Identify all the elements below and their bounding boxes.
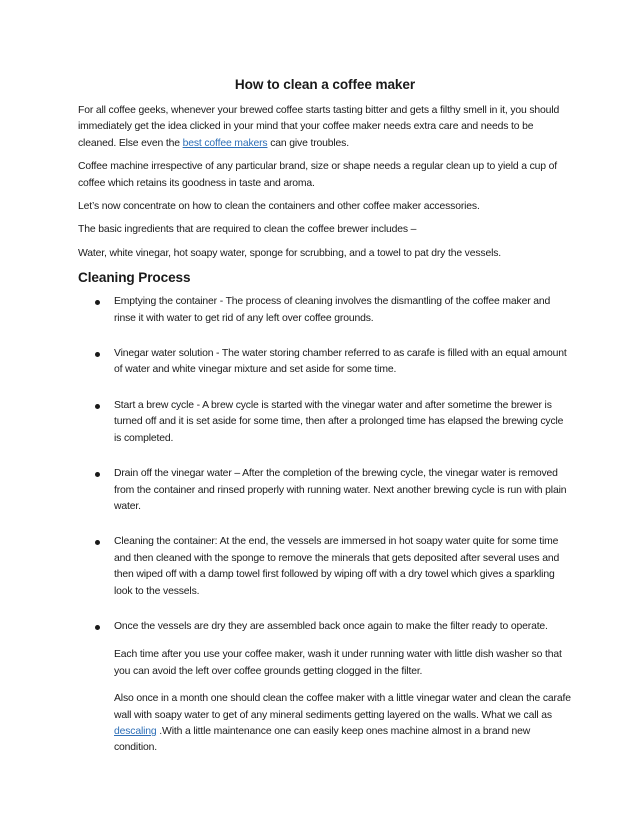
list-item (78, 294, 572, 327)
closing-text-2b: .With a little maintenance one can easily keep ones machine almost in a brand new condition. (114, 725, 531, 754)
intro-text-1b: can give troubles. (267, 137, 349, 149)
bullet-icon (95, 352, 100, 357)
best-coffee-makers-link[interactable]: best coffee makers (182, 137, 268, 149)
list-item (78, 619, 572, 635)
bullet-icon (95, 625, 100, 630)
cleaning-steps-list (78, 294, 572, 635)
intro-paragraph-4: The basic ingredients that are required to clean the coffee brewer includes – (78, 224, 417, 236)
intro-paragraph-2: Coffee machine irrespective of any particular brand, size or shape needs a regular clean up to yield a cup of coffee which retains its goodness in taste and aroma. (78, 161, 558, 189)
page-title: How to clean a coffee maker (234, 77, 416, 92)
closing-paragraph-1: Each time after you use your coffee maker, wash it under running water with little dish washer so that you can avoid the left over coffee grounds getting clogged in the filter. (114, 649, 562, 677)
list-item-text: Cleaning the container: At the end, the vessels are immersed in hot soapy water quite for some time and then cleaned with the sponge to remove the minerals that gets deposited after several uses and then wiped off with a damp towel first followed by wiping off with a dry towel which gives a sparkling look to the vessels. (114, 536, 560, 597)
bullet-icon (95, 540, 100, 545)
descaling-link[interactable]: descaling (114, 725, 157, 737)
list-item-text: Once the vessels are dry they are assembled back once again to make the filter ready to operate. (114, 620, 548, 632)
list-item (78, 534, 572, 600)
intro-paragraph-1 (78, 103, 572, 152)
closing-paragraph-2 (78, 691, 572, 757)
list-item (78, 346, 572, 379)
intro-paragraph-5: Water, white vinegar, hot soapy water, sponge for scrubbing, and a towel to pat dry the vessels. (78, 247, 502, 259)
list-item-text: Drain off the vinegar water – After the completion of the brewing cycle, the vinegar water is removed from the container and rinsed properly with running water. Next another brewing cycle is run with plain water. (114, 468, 567, 512)
intro-paragraph-3: Let’s now concentrate on how to clean the containers and other coffee maker accessories. (78, 201, 480, 213)
list-item (78, 398, 572, 447)
list-item-text: Start a brew cycle - A brew cycle is started with the vinegar water and after sometime the brewer is turned off and it is set aside for some time, then after a prolonged time has elapsed the brewing cycle is completed. (114, 399, 564, 444)
list-item-text: Emptying the container - The process of cleaning involves the dismantling of the coffee maker and rinse it with water to get rid of any left over coffee grounds. (114, 296, 551, 324)
list-item-text: Vinegar water solution - The water storing chamber referred to as carafe is filled with an equal amount of water and white vinegar mixture and set aside for some time. (114, 348, 567, 376)
bullet-icon (95, 472, 100, 477)
closing-text-2a: Also once in a month one should clean the coffee maker with a little vinegar water and clean the carafe wall with soapy water to get of any mineral sediments getting layered on the walls. What we call as (114, 693, 571, 721)
intro-text-1a: For all coffee geeks, whenever your brewed coffee starts tasting bitter and gets a filthy smell in it, you should immediately get the idea clicked in your mind that your coffee maker needs extra care and needs to be cleaned. Else even the (78, 105, 560, 149)
bullet-icon (95, 404, 100, 409)
list-item (78, 466, 572, 515)
bullet-icon (95, 300, 100, 305)
section-heading: Cleaning Process (78, 270, 191, 286)
